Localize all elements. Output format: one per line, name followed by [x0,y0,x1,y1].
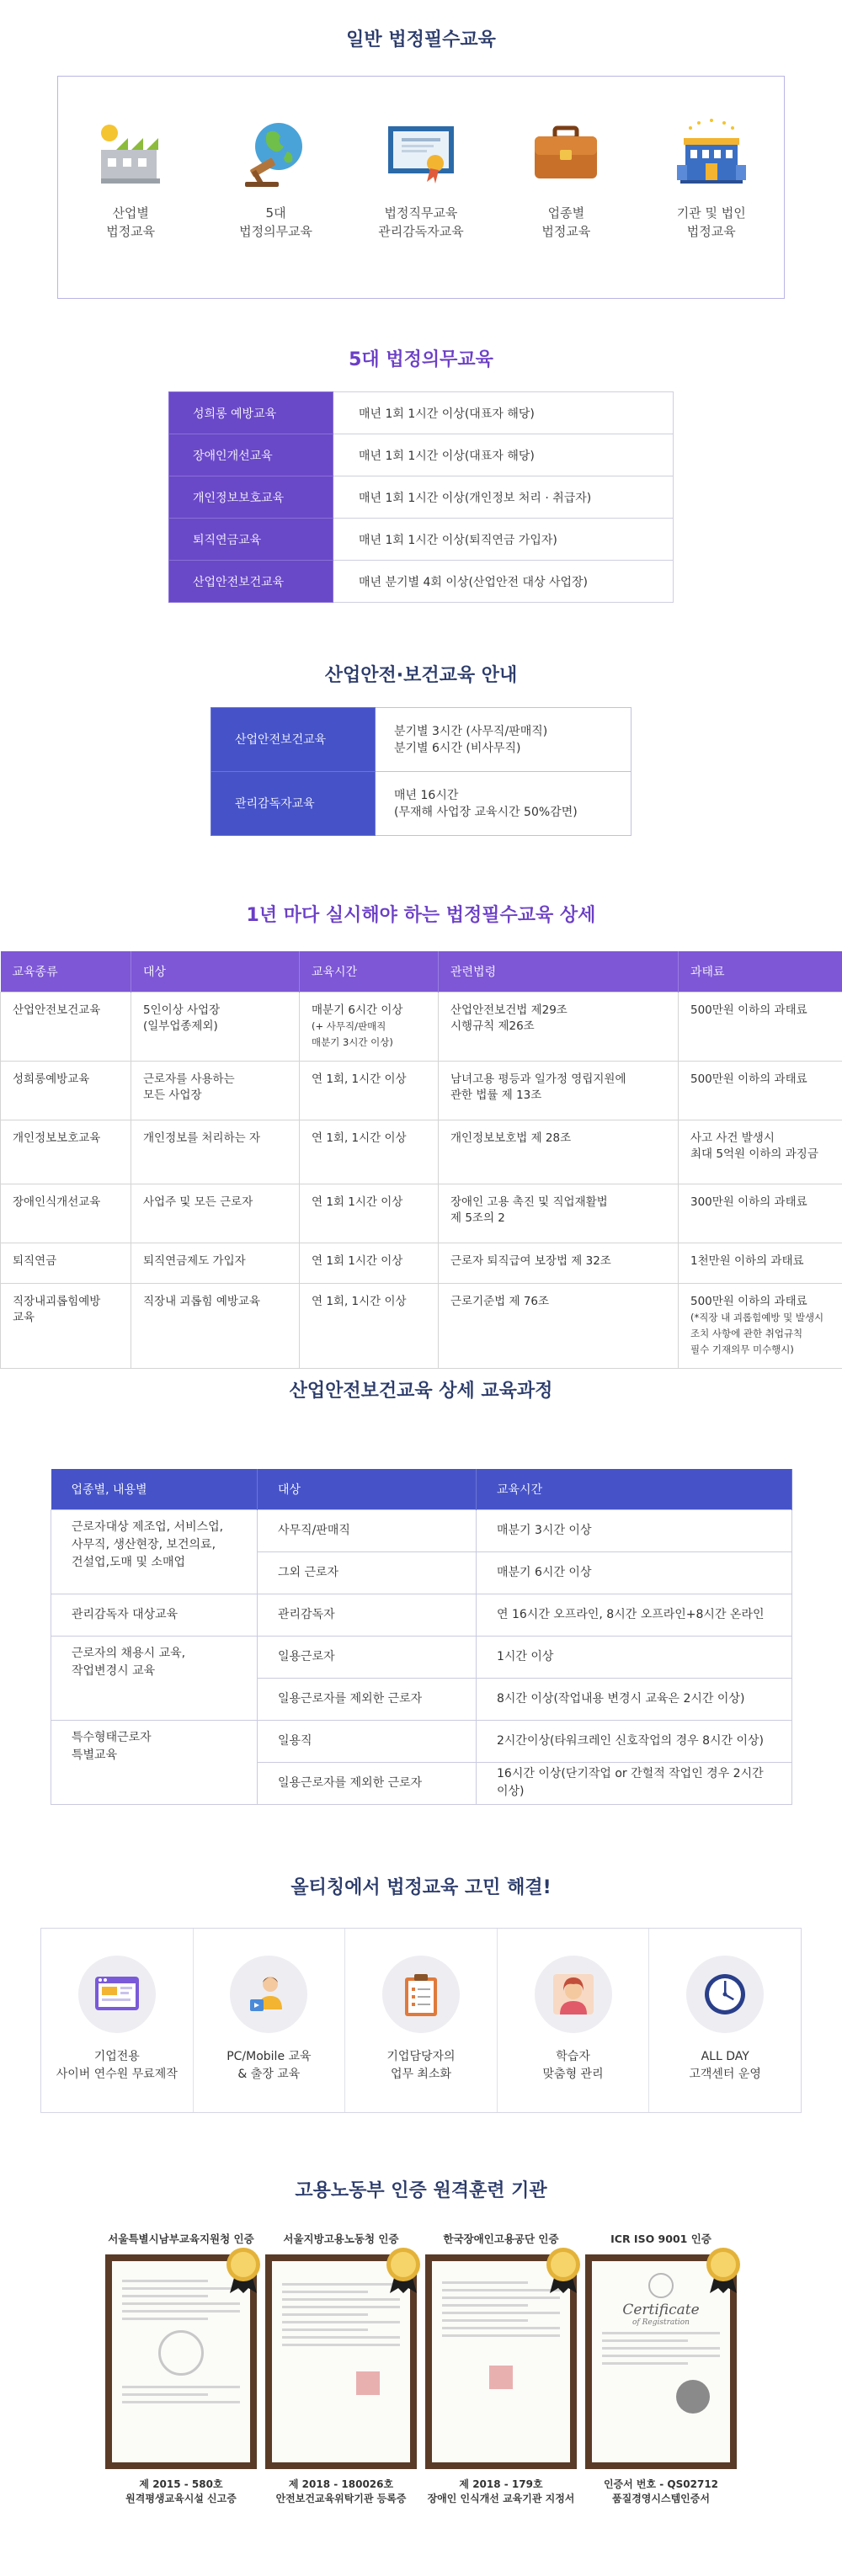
general-item-label: 산업별 법정교육 [106,205,156,239]
table-cell: 매분기 6시간 이상 [477,1551,792,1594]
table-cell: 매분기 3시간 이상 [477,1509,792,1551]
section-title-annual-detail: 1년 마다 실시해야 하는 법정필수교육 상세 [246,905,596,926]
solution-label: ALL DAY 고객센터 운영 [689,2050,761,2081]
annual-detail-table [0,951,842,1369]
table-cell: 남녀고용 평등과 일가정 영립지원에 관한 법률 제 13조 [439,1061,679,1120]
learner-profile-icon [535,1956,612,2033]
category-cell: 특수형태근로자 특별교육 [51,1720,258,1804]
table-row [169,392,674,434]
table-row [1,1243,842,1283]
table-row [1,1061,842,1120]
briefcase-icon [528,114,604,190]
table-row [211,772,632,836]
table-cell: 퇴직연금 [1,1243,131,1283]
gold-seal-icon [225,2246,262,2293]
general-item-label: 기관 및 법인 법정교육 [676,205,746,239]
table-cell: 근로자 퇴직급여 보장법 제 32조 [439,1243,679,1283]
table-cell: 연 16시간 오프라인, 8시간 오프라인+8시간 온라인 [477,1594,792,1636]
table-cell [300,992,439,1061]
section-title-general: 일반 법정필수교육 [346,29,496,51]
safety-guide-table [210,707,632,836]
certificate-item[interactable] [105,2231,257,2506]
solution-label: 기업담당자의 업무 최소화 [386,2050,456,2081]
section-title-solutions: 올티칭에서 법정교육 고민 해결! [290,1877,552,1898]
table-row [211,708,632,772]
certificate-frame [105,2254,257,2469]
column-header: 교육시간 [300,951,439,992]
table-cell: 8시간 이상(작업내용 변경시 교육은 2시간 이상) [477,1678,792,1720]
category-cell: 관리감독자 대상교육 [51,1594,258,1636]
gold-seal-icon [385,2246,422,2293]
solution-item-learner-management[interactable] [498,1929,650,2112]
column-header: 교육종류 [1,951,131,992]
table-cell: 1천만원 이하의 과태료 [679,1243,842,1283]
table-cell: 산업안전보건법 제29조 시행규칙 제26조 [439,992,679,1061]
web-browser-icon [78,1956,156,2033]
general-item-industry-type[interactable] [503,114,629,241]
category-cell: 근로자의 채용시 교육, 작업변경시 교육 [51,1636,258,1720]
table-cell: 16시간 이상(단기작업 or 간헐적 작업인 경우 2시간이상) [477,1762,792,1804]
table-cell: 개인정보보호교육 [1,1120,131,1184]
table-cell: 5인이상 사업장 (일부업종제외) [131,992,300,1061]
certificate-item[interactable] [425,2231,577,2506]
certificate-icon [383,114,459,190]
table-row [1,1283,842,1368]
factory-icon [93,114,168,190]
table-key: 관리감독자교육 [211,772,376,836]
table-cell: 관리감독자 [258,1594,477,1636]
table-row [169,561,674,603]
gold-seal-icon [545,2246,582,2293]
table-row [1,1120,842,1184]
certificate-caption: 제 2018 - 180026호 안전보건교육위탁기관 등록증 [275,2478,407,2504]
table-cell: 장애인 고용 촉진 및 직업재활법 제 5조의 2 [439,1184,679,1243]
table-value: 분기별 3시간 (사무직/판매직) 분기별 6시간 (비사무직) [376,708,632,772]
table-cell: 장애인식개선교육 [1,1184,131,1243]
section-title-certifications: 고용노동부 인증 원격훈련 기관 [295,2180,547,2201]
table-key: 산업안전보건교육 [211,708,376,772]
table-cell: 1시간 이상 [477,1636,792,1678]
general-item-industry[interactable] [67,114,194,241]
table-key: 개인정보보호교육 [169,476,333,519]
table-cell: 일용직 [258,1720,477,1762]
column-header: 관련법령 [439,951,679,992]
five-mandatory-table [168,391,674,603]
general-item-institution[interactable] [648,114,775,241]
section-title-five-mandatory: 5대 법정의무교육 [349,349,493,370]
table-cell: 근로기준법 제 76조 [439,1283,679,1368]
table-row [1,1184,842,1243]
table-cell [679,1283,842,1368]
table-row [169,434,674,476]
table-row [51,1720,792,1762]
solution-label: 기업전용 사이버 연수원 무료제작 [56,2050,178,2081]
cell-text: 500만원 이하의 과태료 [690,1294,807,1308]
table-value: 매년 1회 1시간 이상(대표자 해당) [333,434,674,476]
table-cell: 연 1회, 1시간 이상 [300,1061,439,1120]
table-cell: 성희롱예방교육 [1,1061,131,1120]
certificate-issuer: 서울지방고용노동청 인증 [283,2233,399,2245]
certificate-frame [425,2254,577,2469]
certificate-heading: Certificate [622,2302,700,2318]
column-header: 대상 [131,951,300,992]
certificate-caption: 인증서 번호 - QS02712 품질경영시스템인증서 [603,2478,719,2504]
table-row [51,1636,792,1678]
clipboard-icon [382,1956,460,2033]
table-row [169,476,674,519]
certificate-item[interactable] [585,2231,737,2506]
solution-item-all-day-support[interactable] [649,1929,801,2112]
table-cell: 퇴직연금제도 가입자 [131,1243,300,1283]
solution-label: PC/Mobile 교육 & 출장 교육 [226,2050,312,2081]
column-header: 대상 [258,1469,477,1509]
column-header: 업종별, 내용별 [51,1469,258,1509]
general-education-box [57,76,785,299]
table-cell: 개인정보보호법 제 28조 [439,1120,679,1184]
table-cell: 그외 근로자 [258,1551,477,1594]
table-cell: 연 1회, 1시간 이상 [300,1283,439,1368]
table-header-row [51,1469,792,1509]
gold-seal-icon [705,2246,742,2293]
section-title-safety-course: 산업안전보건교육 상세 교육과정 [289,1381,553,1402]
table-value: 매년 1회 1시간 이상(퇴직연금 가입자) [333,519,674,561]
table-cell: 연 1회, 1시간 이상 [300,1120,439,1184]
general-item-five-mandatory[interactable] [213,114,339,241]
instructor-icon [230,1956,307,2033]
table-value: 매년 16시간 (무재해 사업장 교육시간 50%감면) [376,772,632,836]
table-cell: 직장내 괴롭힘 예방교육 [131,1283,300,1368]
solution-item-pc-mobile[interactable] [194,1929,346,2112]
general-item-label: 5대 법정의무교육 [239,205,313,239]
government-building-icon [674,114,749,190]
certificate-item[interactable] [265,2231,417,2506]
table-cell: 근로자를 사용하는 모든 사업장 [131,1061,300,1120]
table-key: 장애인개선교육 [169,434,333,476]
table-cell: 500만원 이하의 과태료 [679,992,842,1061]
solution-item-cyber-campus[interactable] [41,1929,194,2112]
cell-text: 매분기 6시간 이상 [312,1003,403,1017]
certifications-row [105,2231,737,2506]
table-cell: 일용근로자를 제외한 근로자 [258,1678,477,1720]
cell-note: (*직장 내 괴롭힘예방 및 발생시 조치 사항에 관한 취업규칙 필수 기재의무 미수행시) [690,1311,824,1355]
solution-item-minimize-work[interactable] [345,1929,498,2112]
table-value: 매년 1회 1시간 이상(개인정보 처리 · 취급자) [333,476,674,519]
column-header: 교육시간 [477,1469,792,1509]
table-header-row [1,951,842,992]
table-row [169,519,674,561]
globe-gavel-icon [238,114,314,190]
general-item-label: 법정직무교육 관리감독자교육 [378,205,464,239]
table-cell: 연 1회 1시간 이상 [300,1184,439,1243]
table-key: 산업안전보건교육 [169,561,333,603]
solution-label: 학습자 맞춤형 관리 [542,2050,604,2081]
table-key: 성희롱 예방교육 [169,392,333,434]
category-cell: 근로자대상 제조업, 서비스업, 사무직, 생산현장, 보건의료, 건설업,도매 및 소매업 [51,1509,258,1594]
general-item-label: 업종별 법정교육 [541,205,591,239]
certificate-frame [585,2254,737,2469]
table-cell: 직장내괴롭힘예방 교육 [1,1283,131,1368]
table-cell: 500만원 이하의 과태료 [679,1061,842,1120]
general-item-job-duty[interactable] [358,114,484,241]
table-cell: 사고 사건 발생시 최대 5억원 이하의 과징금 [679,1120,842,1184]
certificate-caption: 제 2018 - 179호 장애인 인식개선 교육기관 지정서 [427,2478,575,2504]
table-row [1,992,842,1061]
certificate-subheading: of Registration [632,2318,690,2327]
certificate-caption: 제 2015 - 580호 원격평생교육시설 신고증 [125,2478,237,2504]
certificate-frame [265,2254,417,2469]
table-value: 매년 1회 1시간 이상(대표자 해당) [333,392,674,434]
safety-course-table [51,1469,792,1805]
table-cell: 일용근로자 [258,1636,477,1678]
cell-note: (+ 사무직/판매직 매분기 3시간 이상) [312,1019,393,1048]
certificate-issuer: ICR ISO 9001 인증 [610,2233,711,2245]
section-title-safety-guide: 산업안전·보건교육 안내 [324,665,518,686]
table-cell: 2시간이상(타워크레인 신호작업의 경우 8시간 이상) [477,1720,792,1762]
certificate-issuer: 한국장애인고용공단 인증 [443,2233,559,2245]
table-cell: 일용근로자를 제외한 근로자 [258,1762,477,1804]
certificate-issuer: 서울특별시남부교육지원청 인증 [108,2233,254,2245]
table-row [51,1594,792,1636]
table-cell: 300만원 이하의 과태료 [679,1184,842,1243]
table-key: 퇴직연금교육 [169,519,333,561]
column-header: 과태료 [679,951,842,992]
table-cell: 사업주 및 모든 근로자 [131,1184,300,1243]
table-row [51,1509,792,1551]
table-cell: 사무직/판매직 [258,1509,477,1551]
table-value: 매년 분기별 4회 이상(산업안전 대상 사업장) [333,561,674,603]
table-cell: 개인정보를 처리하는 자 [131,1120,300,1184]
solutions-box [40,1928,802,2113]
table-cell: 산업안전보건교육 [1,992,131,1061]
table-cell: 연 1회 1시간 이상 [300,1243,439,1283]
clock-icon [686,1956,764,2033]
